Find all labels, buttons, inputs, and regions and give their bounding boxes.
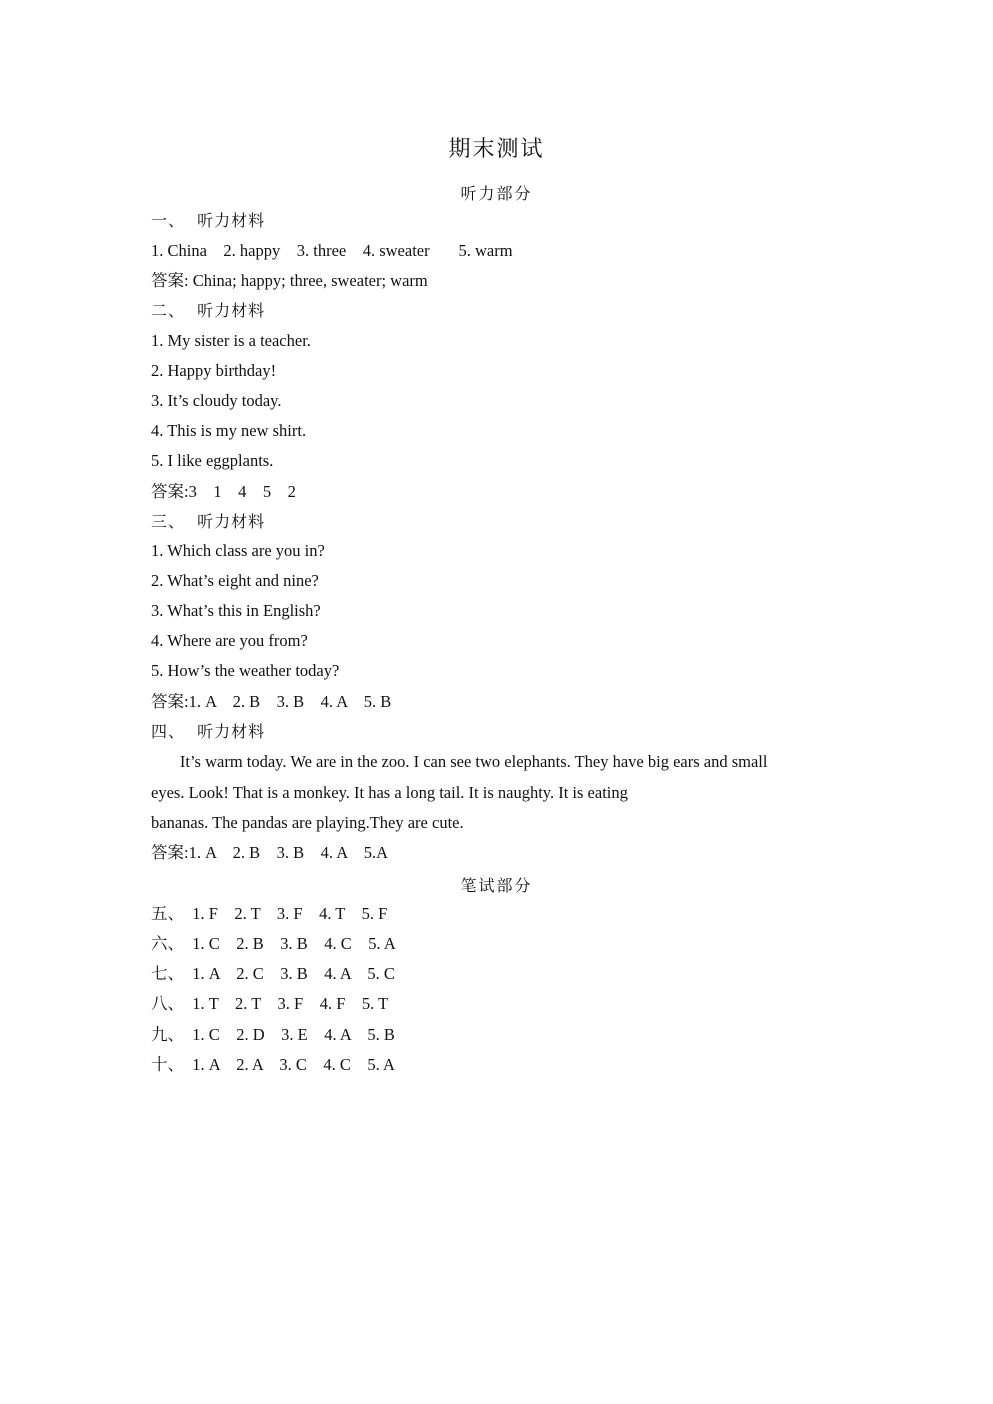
- section-4-passage-line: It’s warm today. We are in the zoo. I can see two elephants. They have big ears and small: [151, 752, 768, 771]
- section-4-heading: 四、 听力材料: [151, 722, 266, 741]
- listening-section-title: 听力部分: [460, 184, 533, 203]
- written-answer-row: 七、 1. A 2. C 3. B 4. A 5. C: [151, 964, 395, 983]
- section-2-line: 2. Happy birthday!: [151, 361, 277, 380]
- section-2-heading: 二、 听力材料: [151, 301, 266, 320]
- section-2-line: 3. It’s cloudy today.: [151, 391, 282, 410]
- section-3-answer: 答案:1. A 2. B 3. B 4. A 5. B: [151, 692, 392, 711]
- section-4-passage-line: eyes. Look! That is a monkey. It has a long tail. It is naughty. It is eating: [151, 783, 628, 802]
- section-4-answer: 答案:1. A 2. B 3. B 4. A 5.A: [151, 843, 388, 862]
- section-2-answer: 答案:3 1 4 5 2: [151, 482, 296, 501]
- section-3-line: 4. Where are you from?: [151, 631, 308, 650]
- written-answer-row: 九、 1. C 2. D 3. E 4. A 5. B: [151, 1025, 395, 1044]
- written-answer-row: 十、 1. A 2. A 3. C 4. C 5. A: [151, 1055, 395, 1074]
- section-3-heading: 三、 听力材料: [151, 512, 266, 531]
- section-1-items: 1. China 2. happy 3. three 4. sweater 5. warm: [151, 241, 513, 260]
- section-3-line: 2. What’s eight and nine?: [151, 571, 319, 590]
- page-title: 期末测试: [448, 137, 545, 162]
- section-2-line: 1. My sister is a teacher.: [151, 331, 311, 350]
- section-3-line: 1. Which class are you in?: [151, 541, 325, 560]
- section-3-line: 3. What’s this in English?: [151, 601, 321, 620]
- writing-section-title: 笔试部分: [460, 876, 533, 895]
- section-2-line: 5. I like eggplants.: [151, 451, 274, 470]
- section-1-heading: 一、 听力材料: [151, 211, 266, 230]
- section-3-line: 5. How’s the weather today?: [151, 661, 340, 680]
- section-1-answer: 答案: China; happy; three, sweater; warm: [151, 271, 428, 290]
- written-answer-row: 六、 1. C 2. B 3. B 4. C 5. A: [151, 934, 396, 953]
- written-answer-row: 五、 1. F 2. T 3. F 4. T 5. F: [151, 904, 388, 923]
- section-4-passage-line: bananas. The pandas are playing.They are cute.: [151, 813, 464, 832]
- written-answer-row: 八、 1. T 2. T 3. F 4. F 5. T: [151, 994, 389, 1013]
- section-2-line: 4. This is my new shirt.: [151, 421, 307, 440]
